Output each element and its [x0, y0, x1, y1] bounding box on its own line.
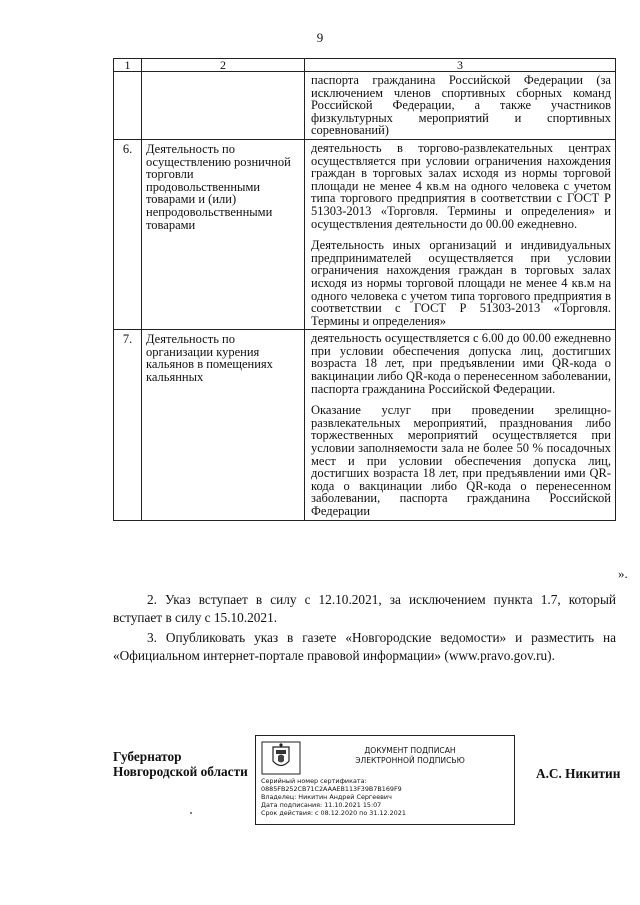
closing-quote: ».: [618, 566, 628, 581]
paragraph-3: 3. Опубликовать указ в газете «Новгородские ведомости» и разместить на «Официальном интернет-портале правовой информации» (www.pravo.gov.ru).: [113, 630, 616, 663]
header-cell-1: 1: [114, 59, 142, 72]
position-line: Новгородской области: [113, 764, 248, 779]
page-number: 9: [316, 30, 324, 45]
certificate-owner: Владелец: Никитин Андрей Сергеевич: [261, 793, 392, 801]
activity-cell: Деятельность по осуществлению розничной торговли продовольственными товарами и (или) непродовольственными товарами: [142, 139, 305, 329]
signatory-name: А.С. Никитин: [536, 766, 621, 781]
activity-cell: Деятельность по организации курения кальянов в помещениях кальянных: [142, 330, 305, 520]
conditions-paragraph: деятельность осуществляется с 6.00 до 00.00 ежедневно при условии обеспечения допуска лиц, достигших возраста 18 лет, при предъявлении ими QR-кода о вакцинации либо QR-кода о перенесенном заболевании, паспорта гражданина Российской Федерации.: [311, 331, 611, 396]
table-row: [114, 72, 616, 140]
conditions-cell: [305, 139, 616, 329]
measures-table: [113, 58, 616, 521]
conditions-paragraph: деятельность в торгово-развлекательных центрах осуществляется при условии ограничения нахождения граждан в торговых залах исходя из нормы торговой площади не менее 4 кв.м на одного человека с учетом типа торгового предприятия в соответствии с ГОСТ Р 51303-2013 «Торговля. Термины и определения» и осуществления деятельности до 00.00 ежедневно.: [311, 140, 611, 231]
signatory-position: [113, 749, 248, 779]
stamp-title-line: ДОКУМЕНТ ПОДПИСАН: [364, 746, 456, 755]
stamp-title-line: ЭЛЕКТРОННОЙ ПОДПИСЬЮ: [355, 755, 465, 765]
conditions-paragraph: паспорта гражданина Российской Федерации (за исключением членов спортивных сборных команд Российской Федерации, а также участников физкультурных мероприятий и спортивных соревнований): [311, 73, 611, 138]
table-row: [114, 139, 616, 329]
row-number: [114, 72, 142, 140]
conditions-paragraph: Оказание услуг при проведении зрелищно-развлекательных мероприятий, празднования либо торжественных мероприятий осуществляется при условии заполняемости зала не более 50 % посадочных мест и при условии обеспечения допуска лиц, достигших возраста 18 лет, при предъявлении ими QR-кода о вакцинации либо QR-кода о перенесенном заболевании, паспорта гражданина Российской Федерации: [311, 403, 611, 518]
certificate-serial-label: Серийный номер сертификата:: [261, 777, 367, 785]
scan-dot: [190, 812, 192, 814]
validity-period: Срок действия: с 08.12.2020 по 31.12.2021: [261, 809, 406, 817]
certificate-serial: 0885FB252CB71C2AAAEB113F39B7B169F9: [261, 785, 402, 793]
row-number: 7.: [114, 330, 142, 520]
paragraph-2: 2. Указ вступает в силу с 12.10.2021, за исключением пункта 1.7, который вступает в силу с 15.10.2021.: [113, 592, 616, 625]
stamp-title: [310, 746, 510, 765]
conditions-cell: [305, 72, 616, 140]
activity-cell: [142, 72, 305, 140]
row-number: 6.: [114, 139, 142, 329]
coat-of-arms-icon: [261, 741, 301, 775]
header-cell-3: 3: [305, 59, 616, 72]
position-line: Губернатор: [113, 749, 182, 764]
table-header-row: [114, 59, 616, 72]
header-cell-2: 2: [142, 59, 305, 72]
signing-date: Дата подписания: 11.10.2021 15:07: [261, 801, 382, 809]
conditions-cell: [305, 330, 616, 520]
conditions-paragraph: Деятельность иных организаций и индивидуальных предпринимателей осуществляется при условии ограничения нахождения граждан в торговых залах исходя из нормы торговой площади не менее 4 кв.м на одного человека с учетом типа торгового предприятия в соответствии с ГОСТ Р 51303-2013 «Торговля. Термины и определения»: [311, 238, 611, 328]
electronic-signature-stamp: [255, 735, 515, 825]
table-row: [114, 330, 616, 520]
